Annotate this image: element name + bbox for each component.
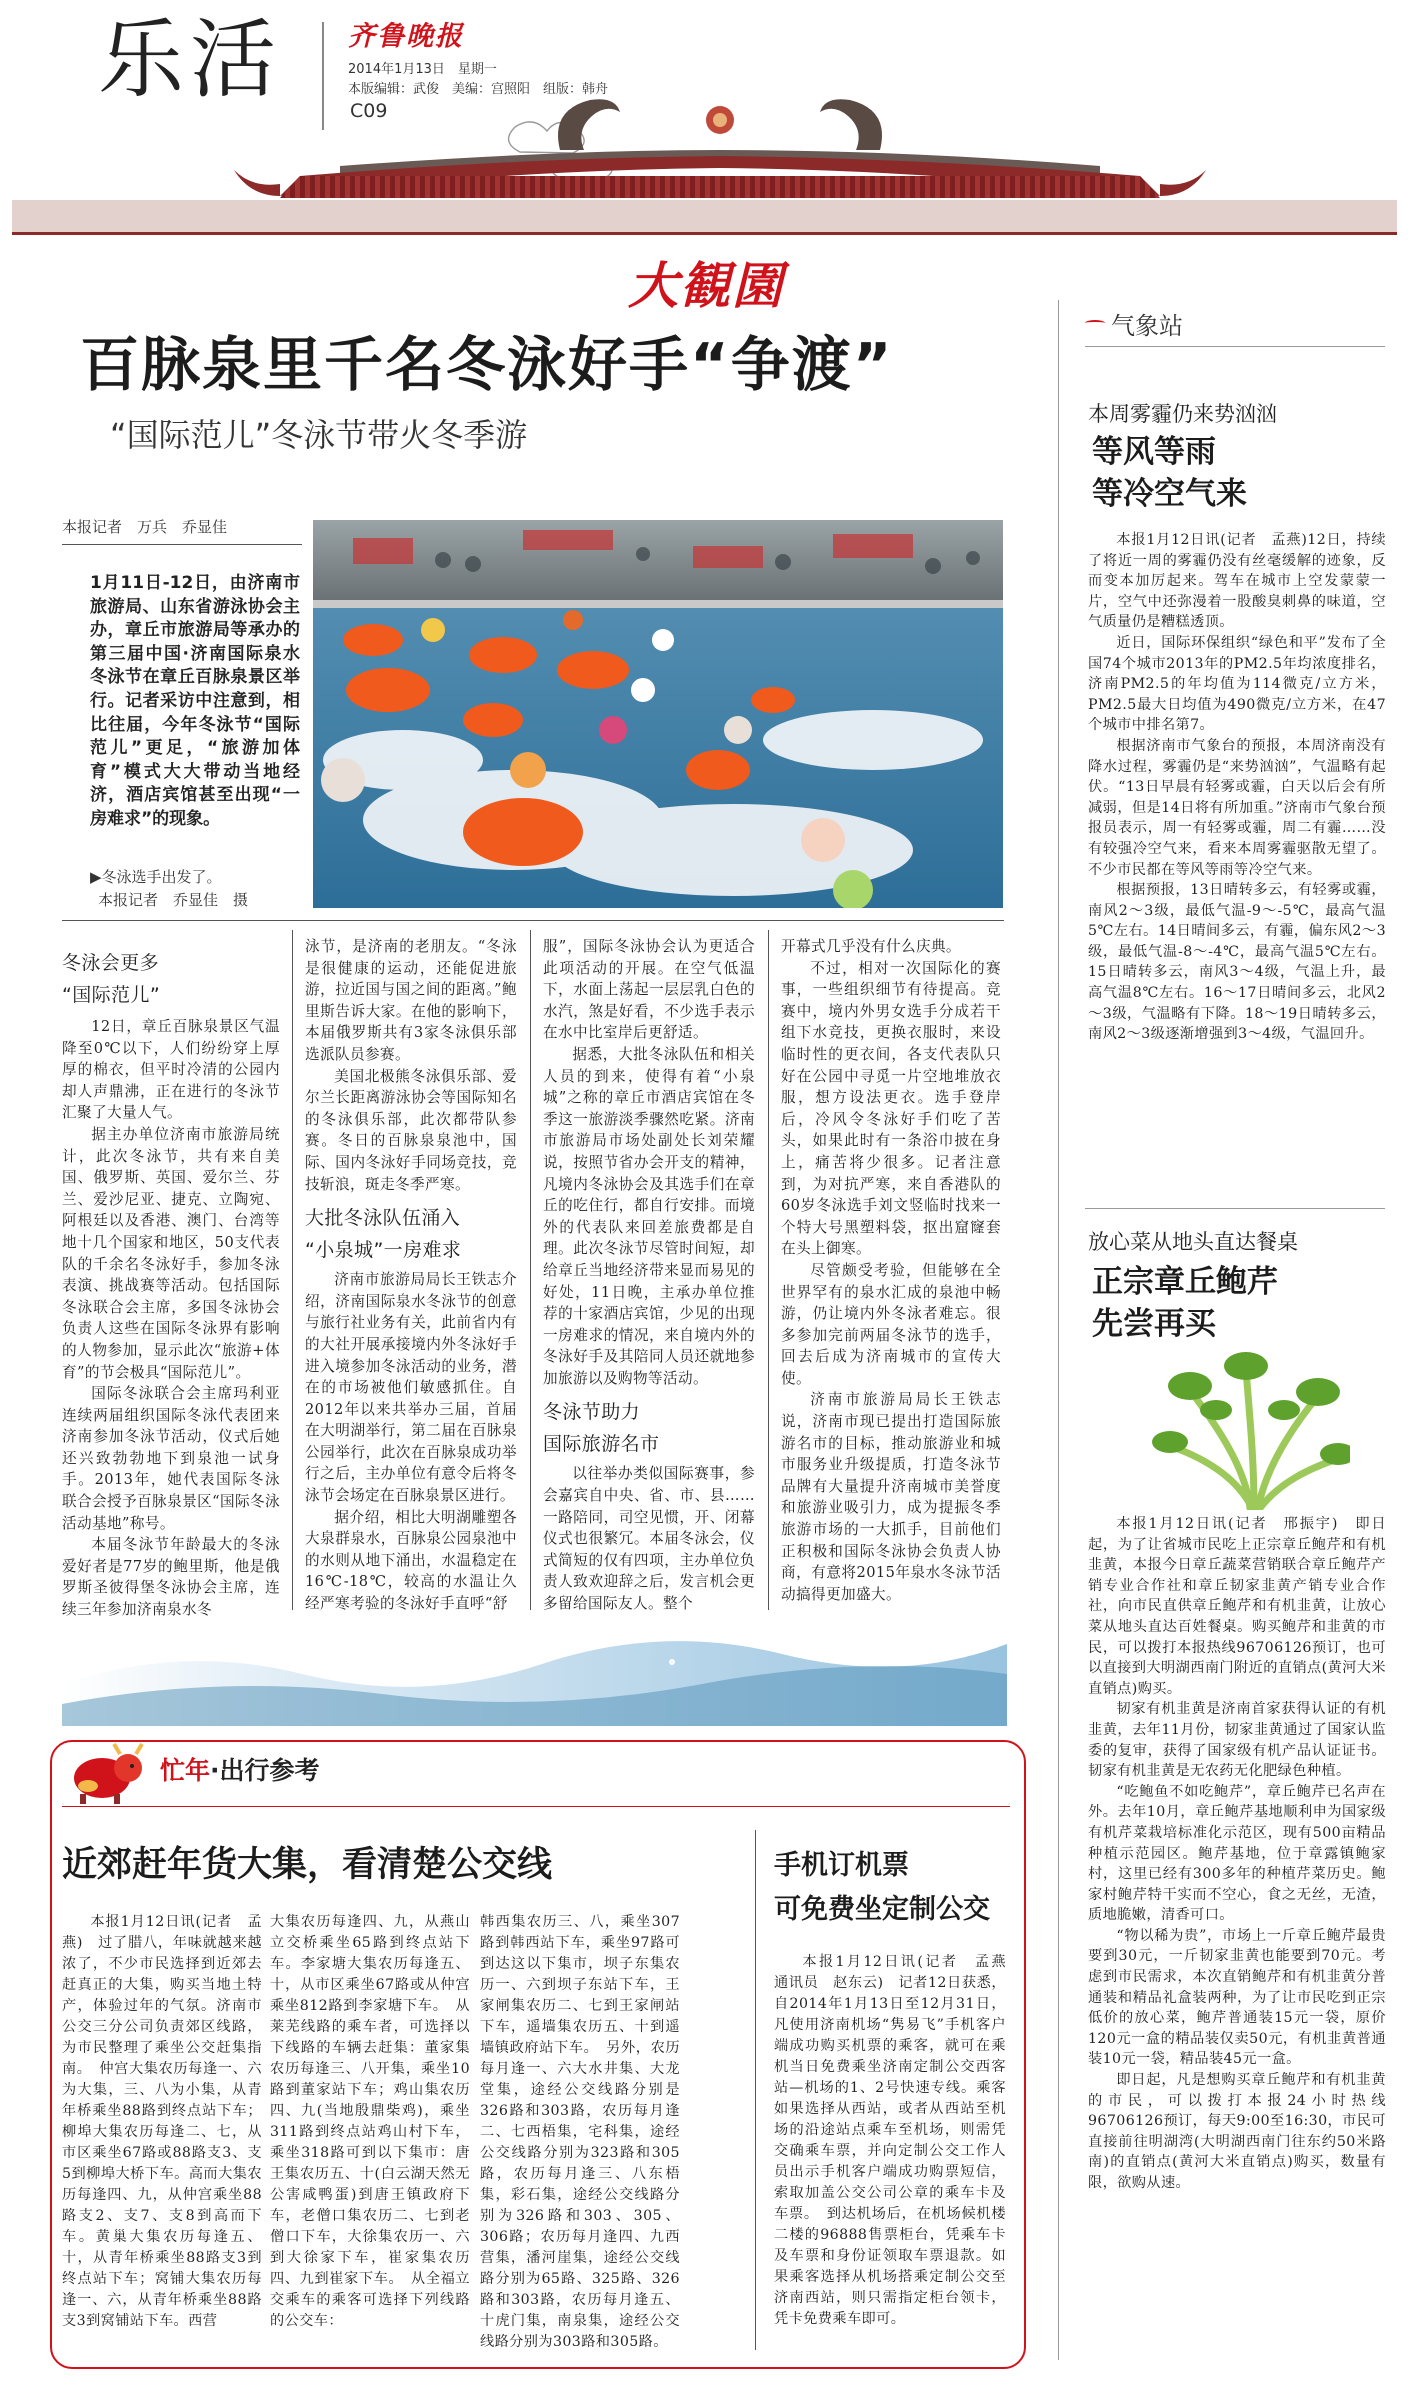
paragraph: 近日，国际环保组织“绿色和平”发布了全国74个城市2013年的PM2.5年均浓度排名，济南PM2.5的年均值为114微克/立方米，PM2.5最大日均值为490微克/立方米，在47个城市中排名第7。 <box>1088 634 1386 734</box>
column-logo: 大観園 <box>628 256 784 315</box>
paragraph: 根据预报，13日晴转多云，有轻雾或霾，南风2～3级，最低气温-9～-5℃，最高气温5℃左右。14日晴间多云，有霾，偏东风2～3级，最低气温-8～-4℃，最高气温5℃左右。15日晴转多云，南风3～4级，气温上升，最高气温8℃左右。16～17日晴间多云，北风2～3级，气温略有下降。18～19日晴转多云，南风2～3级逐渐增强到3～4级，气温回升。 <box>1088 882 1386 1043</box>
paragraph: 开幕式几乎没有什么庆典。 <box>781 938 961 955</box>
eave-hook-right <box>1160 170 1206 196</box>
subhead-2b: “小泉城”一房难求 <box>305 1239 462 1262</box>
paragraph: 本报1月12日讯(记者 孟燕) 过了腊八，年味就越来越浓了，不少市民选择到近郊去赶真正的大集，购买当地土特产，体验过年的气氛。济南市公交三分公司负责郊区线路，为市民整理了乘坐公交赶集指南。 仲宫大集农历每逢一、六为大集，三、八为小集，从青年桥乘坐88路到终点站下车；柳埠大集农历每逢二、七，从市区乘坐67路或88路支3、支5到柳埠大桥下车。高而大集农历每逢四、九，从仲宫乘坐88路支2、支7、支8到高而下车。黄巢大集农历每逢五、十，从青年桥乘坐88路支3到终点站下车；窝铺大集农历每逢一、六，从青年桥乘坐88路支3到窝铺站下车。西营 <box>62 1914 262 2329</box>
paragraph: “吃鲍鱼不如吃鲍芹”，章丘鲍芹已名声在外。去年10月，章丘鲍芹基地顺利申为国家级有机芹菜栽培标准化示范区，现有500亩精品种植示范园区。鲍芹基地，位于章露镇鲍家村，这里已经有300多年的种植芹菜历史。鲍家村鲍芹特干实而不空心，食之无丝，无渣，质地脆嫩，清香可口。 <box>1088 1783 1386 1924</box>
intro-paragraph <box>90 572 300 832</box>
sidebar-divider <box>1058 300 1059 2360</box>
dragon-ornament-left-icon <box>558 99 620 150</box>
subhead-1a: 冬泳会更多 <box>62 952 160 974</box>
paragraph: 12日，章丘百脉泉景区气温降至0℃以下，人们纷纷穿上厚厚的棉衣，但平时冷清的公园内却人声鼎沸，正在进行的冬泳节汇聚了大量人气。 <box>62 1018 280 1122</box>
subhead-3b: 国际旅游名市 <box>543 1433 660 1456</box>
subhead-1b: “国际范儿” <box>62 984 161 1006</box>
paragraph: 本报1月12日讯(记者 孟燕 通讯员 赵东云) 记者12日获悉，自2014年1月13日至12月31日，凡使用济南机场“隽易飞”手机客户端成功购买机票的乘客，就可在乘机当日免费乘坐济南定制公交西客站—机场的1、2号快速专线。乘客如果选择从西站，或者从西站至机场的沿途站点乘车至机场，则需凭交确乘车票，并向定制公交工作人员出示手机客户端成功购票短信，索取加盖公交公司公章的乘车卡及车票。 到达机场后，在机场候机楼二楼的96888售票柜台，凭乘车卡及车票和身份证领取车票退款。如果乘客选择从机场搭乘定制公交至济南西站，则只需指定柜台领卡，凭卡免费乘车即可。 <box>774 1954 1021 2327</box>
lead-headline: 百脉泉里千名冬泳好手“争渡” <box>80 330 894 399</box>
paragraph: 韧家有机韭黄是济南首家获得认证的有机韭黄，去年11月份，韧家韭黄通过了国家认监委的复审，获得了国家级有机产品认证证书。韧家有机韭黄是无农药无化肥绿色种植。 <box>1088 1701 1386 1780</box>
article-column-3 <box>543 936 755 1615</box>
masthead <box>0 0 1409 315</box>
subhead-2a: 大批冬泳队伍涌入 <box>305 1207 461 1230</box>
travel-column-1 <box>62 1912 262 2332</box>
weather-headline-2: 等冷空气来 <box>1092 476 1247 512</box>
eave-hook-left <box>234 170 280 196</box>
paragraph: 本届冬泳节年龄最大的冬泳爱好者是77岁的鲍里斯，他是俄罗斯圣彼得堡冬泳协会主席，连续三年参加济南泉水冬 <box>62 1536 280 1619</box>
paragraph: 据悉，大批冬泳队伍和相关人员的到来，使得有着“小泉城”之称的章丘市酒店宾馆在冬季这一旅游淡季骤然吃紧。济南市旅游局市场处副处长刘荣耀说，按照节省办会开支的精神，凡境内冬泳协会及其选手们在章丘的吃住行，都自行安排。而境外的代表队来回差旅费都是自理。此次冬泳节尽管时间短，却给章丘当地经济带来显而易见的好处，11日晚，主承办单位推荐的十家酒店宾馆，少见的出现一房难求的情况，来自境内外的冬泳好手及其陪同人员还就地参加旅游以及购物等活动。 <box>543 1045 755 1387</box>
page-number: C09 <box>350 100 388 122</box>
weather-body <box>1088 530 1386 1045</box>
celery-headline-1: 正宗章丘鲍芹 <box>1092 1264 1278 1300</box>
weather-section <box>1085 300 1385 347</box>
water-splash-band <box>62 1614 1007 1726</box>
paragraph: 本报1月12日讯(记者 孟燕)12日，持续了将近一周的雾霾仍没有丝毫缓解的迹象，反而变本加厉起来。驾车在城市上空发蒙蒙一片，空气中还弥漫着一股酸臭刺鼻的味道，空气质量仍是糟糕透顶。 <box>1088 532 1386 631</box>
celery-body <box>1088 1514 1386 2194</box>
travel-column-3 <box>480 1912 680 2353</box>
column-divider <box>530 930 531 1610</box>
pearl-ornament-icon <box>706 106 734 134</box>
travel-headline: 近郊赶年货大集，看清楚公交线 <box>62 1845 553 1885</box>
celery-headline-2: 先尝再买 <box>1092 1306 1216 1342</box>
swimmers-photo <box>313 520 1003 908</box>
roof-tiles <box>280 176 1160 198</box>
banner-rule <box>62 1806 1010 1807</box>
weather-label: 气象站 <box>1111 312 1183 340</box>
paragraph: 根据济南市气象台的预报，本周济南没有降水过程，雾霾仍是“来势汹汹”，气温略有起伏。“13日早晨有轻雾或霾，白天以后会有所减弱，但是14日将有所加重。”济南市气象台预报员表示，周一有轻雾或霾，周二有霾……没有较强冷空气来，看来本周雾霾驱散无望了。不少市民都在等风等雨等冷空气来。 <box>1088 737 1386 878</box>
wave-icon <box>1085 320 1105 326</box>
paragraph: 不过，相对一次国际化的赛事，一些组织细节有待提高。竞赛中，境内外男女选手分成若干组下水竞技，更换衣服时，来设临时性的更衣间，各支代表队只好在公园中寻觅一片空地堆放衣服，想方设法更衣。选手登岸后，冷风令冬泳好手们吃了苦头，如果此时有一条浴巾披在身上，痛苦将少很多。记者注意到，为对抗严寒，来自香港队的60岁冬泳选手刘文竖临时找来一个特大号黑塑料袋，抠出窟窿套在头上御寒。 <box>781 959 1001 1258</box>
weather-headline-1: 等风等雨 <box>1092 434 1216 470</box>
section-title: 乐活 <box>98 10 282 110</box>
ox-mascot-icon <box>62 1738 162 1804</box>
weather-kicker: 本周雾霾仍来势汹汹 <box>1088 402 1277 426</box>
paragraph: 大集农历每逢四、九，从燕山立交桥乘坐65路到终点站下车。李家塘大集农历每逢五、十，从市区乘坐67路或从仲宫乘坐812路到李家塘下车。 从莱芜线路的乘车者，可选择以下线路的车辆去赶集：董家集农历每逢三、八开集，乘坐10路到董家站下车；鸡山集农历四、九(当地殷鼎柴鸡)，乘坐311路到终点站鸡山村下车，乘坐318路可到以下集市：唐王集农历五、十(白云湖天然无公害咸鸭蛋)到唐王镇政府下车，老僧口集农历二、七到老僧口下车，大徐集农历一、六到大徐家下车，崔家集农历四、九到崔家下车。 从全福立交乘车的乘客可选择下列线路的公交车： <box>270 1914 470 2329</box>
paragraph: 泳节，是济南的老朋友。“冬泳是很健康的运动，还能促进旅游，拉近国与国之间的距离。”鲍里斯告诉大家。在他的影响下，本届俄罗斯共有3家冬泳俱乐部选派队员参赛。 <box>305 938 517 1063</box>
travel-banner <box>160 1755 320 1787</box>
paragraph: 韩西集农历三、八，乘坐307路到韩西站下车，乘坐97路可到达这以下集市，坝子东集农历一、六到坝子东站下车，王家闸集农历二、七到王家闸站下车，遥墙集农历五、十到遥墙镇政府站下车。 另外，农历每月逢一、六大水井集、大龙堂集，途经公交线路分别是326路和303路，农历每月逢二、七西梧集，宅科集，途经公交线路分别为323路和305路，农历每月逢三、八东梧集，彩石集，途经公交线路分别为326路和303、305、306路；农历每月逢四、九西营集，潘河崖集，途经公交线路分别为65路、325路、326路和303路，农历每月逢五、十虎门集，南泉集，途经公交线路分别为303路和305路。 <box>480 1914 680 2350</box>
paragraph: 服”，国际冬泳协会认为更适合此项活动的开展。在空气低温下，水面上荡起一层层乳白色的水汽，煞是好看，不少选手表示在水中比室岸后更舒适。 <box>543 938 755 1042</box>
side-headline-1: 手机订机票 <box>774 1850 909 1881</box>
banner-dot: · <box>210 1756 220 1785</box>
editor-line: 本版编辑：武俊 美编：宫照阳 组版：韩舟 <box>348 82 609 97</box>
lead-subhead: “国际范儿”冬泳节带火冬季游 <box>110 416 528 454</box>
paragraph: 济南市旅游局局长王铁志介绍，济南国际泉水冬泳节的创意与旅行社业务有关，此前省内有的大社开展承接境内外冬泳好手进入境参加冬泳活动的业务，潜在的市场被他们敏感抓住。自2012年以来共举办三届，首届在大明湖举行，第二届在百脉泉公园举行，此次在百脉泉成功举行之后，主办单位有意令后将冬泳节会场定在百脉泉景区进行。 <box>305 1271 517 1505</box>
article-column-4 <box>781 936 1001 1605</box>
beam-band <box>12 200 1397 234</box>
column-divider <box>768 930 769 1610</box>
byline: 本报记者 万兵 乔显佳 <box>62 518 228 536</box>
date-line: 2014年1月13日 星期一 <box>348 62 497 77</box>
dragon-ornament-right-icon <box>820 99 882 150</box>
paragraph: 据介绍，相比大明湖雕塑各大泉群泉水，百脉泉公园泉池中的水则从地下涌出，水温稳定在16℃-18℃，较高的水温让久经严寒考验的冬泳好手直呼“舒 <box>305 1508 517 1613</box>
pavilion-roof-illustration <box>0 0 1409 240</box>
paragraph: 济南市旅游局局长王铁志说，济南市现已提出打造国际旅游名市的目标，推动旅游业和城市服务业升级提质，打造冬泳节品牌有大量提升济南城市美誉度和旅游业吸引力，成为提振冬季旅游市场的一大抓手，目前他们正积极和国际冬泳协会负责人协商，有意将2015年泉水冬泳节活动搞得更加盛大。 <box>781 1391 1001 1603</box>
article-top-rule <box>62 920 1004 921</box>
subhead-3a: 冬泳节助力 <box>543 1401 641 1424</box>
paragraph: 据主办单位济南市旅游局统计，此次冬泳节，共有来自美国、俄罗斯、英国、爱尔兰、芬兰、爱沙尼亚、捷克、立陶宛、阿根廷以及香港、澳门、台湾等地十几个国家和地区，50支代表队的千余名冬泳好手，参加冬泳表演、挑战赛等活动。包括国际冬泳联合会主席，多国冬泳协会负责人这些在国际冬泳界有影响的人物参加，显示此次“旅游+体育”的节会极具“国际范儿”。 <box>62 1125 280 1381</box>
byline-rule <box>62 544 302 545</box>
caption-line-2: 本报记者 乔显佳 摄 <box>98 891 249 909</box>
celery-photo <box>1150 1350 1350 1510</box>
paragraph: 尽管颇受考验，但能够在全世界罕有的泉水汇成的泉池中畅游，仍让境内外冬泳者难忘。很多参加完前两届冬泳节的选手，回去后成为济南城市的宣传大使。 <box>781 1261 1001 1387</box>
paragraph: 国际冬泳联合会主席玛利亚连续两届组织国际冬泳代表团来济南参加冬泳节活动，仪式后她还兴致勃勃地下到泉池一试身手。2013年，她代表国际冬泳联合会授予百脉泉景区“国际冬泳活动基地”称号。 <box>62 1385 280 1532</box>
column-divider <box>755 1830 756 2350</box>
caption-line-1: ▶冬泳选手出发了。 <box>90 868 222 886</box>
side-column <box>774 1952 1021 2330</box>
article-column-2 <box>305 936 517 1615</box>
paragraph: 本报1月12日讯(记者 邢振宇) 即日起，为了让省城市民吃上正宗章丘鲍芹和有机韭黄，本报今日章丘蔬菜营销联合章丘鲍芹产销专业合作社和章丘韧家韭黄产销专业合作社，向市民直供章丘鲍芹和有机韭黄，让放心菜从地头直达百姓餐桌。购买鲍芹和韭黄的市民，可以拨打本报热线96706126预订，也可以直接到大明湖西南门附近的直销点(黄河大米直销点)购买。 <box>1088 1516 1386 1697</box>
paragraph: “物以稀为贵”，市场上一斤章丘鲍芹最贵要到30元，一斤韧家韭黄也能要到70元。考虑到市民需求，本次直销鲍芹和有机韭黄分普通装和精品礼盒装两种，为了让市民吃到正宗低价的放心菜，鲍芹普通装15元一袋，原价120元一盒的精品装仅卖50元，有机韭黄普通装10元一袋，精品装45元一盒。 <box>1088 1927 1386 2068</box>
column-divider <box>292 930 293 1610</box>
article-column-1 <box>62 936 280 1621</box>
paragraph: 即日起，凡是想购买章丘鲍芹和有机韭黄的市民，可以拨打本报24小时热线96706126预订，每天9:00至16:30，市民可直接前往明湖湾(大明湖西南门往东约50米路南)的直销点(黄河大米直销点)购买，数量有限，欲购从速。 <box>1088 2072 1386 2191</box>
paragraph: 美国北极熊冬泳俱乐部、爱尔兰长距离游泳协会等国际知名的冬泳俱乐部，此次都带队参赛。冬日的百脉泉泉池中，国际、国内冬泳好手同场竞技，竞技斩浪，斑走冬季严寒。 <box>305 1067 517 1193</box>
sidebar-rule <box>1085 1208 1385 1209</box>
side-headline-2: 可免费坐定制公交 <box>774 1894 990 1925</box>
paper-name-logo: 齐鲁晚报 <box>348 21 464 52</box>
paragraph: 以往举办类似国际赛事，参会嘉宾自中央、省、市、县……一路陪同，司空见惯，开、闭幕仪式也很繁冗。本届冬泳会，仪式简短的仅有四项，主办单位负责人致欢迎辞之后，发言机会更多留给国际友人。整个 <box>543 1465 755 1613</box>
banner-part-a: 忙年 <box>160 1756 211 1785</box>
travel-column-2 <box>270 1912 470 2332</box>
celery-kicker: 放心菜从地头直达餐桌 <box>1088 1230 1298 1254</box>
banner-part-b: 出行参考 <box>219 1756 320 1785</box>
weather-label-bar <box>1085 300 1385 347</box>
crowd-background <box>313 520 1003 600</box>
intro-text: 1月11日-12日，由济南市旅游局、山东省游泳协会主办，章丘市旅游局等承办的第三届中国·济南国际泉水冬泳节在章丘百脉泉景区举行。记者采访中注意到，相比往届，今年冬泳节“国际范儿”更足，“旅游加体育”模式大大带动当地经济，酒店宾馆甚至出现“一房难求”的现象。 <box>90 573 300 829</box>
